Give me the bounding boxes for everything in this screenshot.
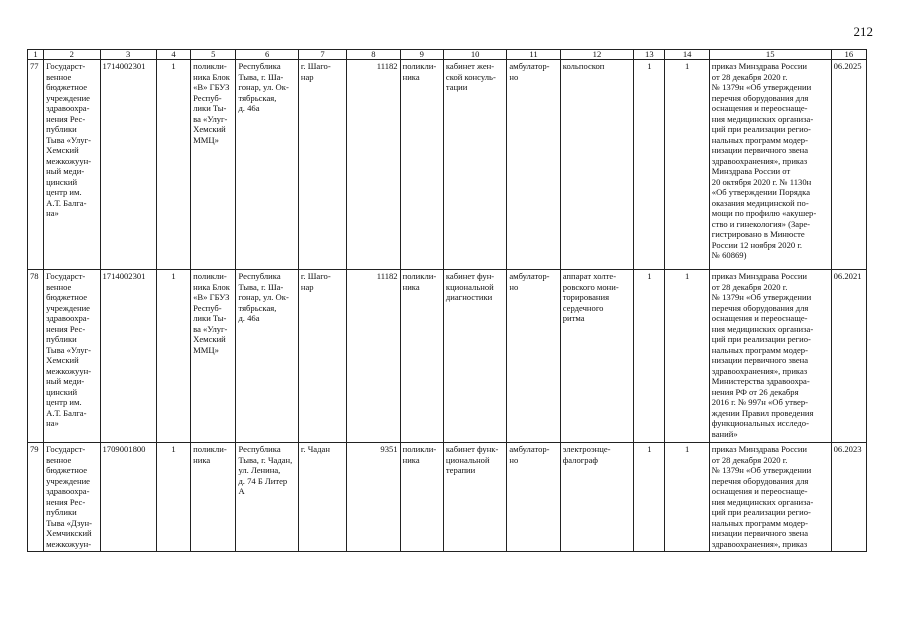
cell-col14: 1: [665, 60, 709, 270]
cell-col14: 1: [665, 443, 709, 552]
page-number: 212: [853, 24, 873, 39]
column-header: 1: [28, 50, 44, 60]
cell-col14: 1: [665, 270, 709, 443]
legal-basis: приказ Минздрава России от 28 декабря 2020 г. № 1379н «Об утверждении перечня оборудования для оснащения и переоснаще- ния медицинских организа- ций при реализации регио- нальных программ модер- низации первичного звена здравоохранения», приказ Министерства здравоохра- нения РФ от 26 декабря 2016 г. № 997н «Об утвер- ждении Правил проведения функциональных исследо- ваний»: [709, 270, 831, 443]
address: Республика Тыва, г. Ша- гонар, ул. Ок- тябрьская, д. 46а: [236, 60, 298, 270]
room-name: кабинет фун- кциональной диагностики: [443, 270, 506, 443]
cell-col8: 11182: [347, 60, 400, 270]
organization-code: 1709001800: [100, 443, 156, 552]
room-name: кабинет функ- циональной терапии: [443, 443, 506, 552]
unit-name: поликли- ника Блок «В» ГБУЗ Респуб- лики Ты- ва «Улуг- Хемский ММЦ»: [191, 270, 236, 443]
column-header: 14: [665, 50, 709, 60]
city: г. Шаго- нар: [298, 270, 346, 443]
organization-name: Государст- венное бюджетное учреждение здравоохра- нения Рес- публики Тыва «Улуг- Хемский межкожуун- ный меди- цинский центр им. А.Т. Балга- на»: [44, 270, 100, 443]
row-number: 77: [28, 60, 44, 270]
organization-code: 1714002301: [100, 270, 156, 443]
column-header: 16: [831, 50, 866, 60]
address: Республика Тыва, г. Чадан, ул. Ленина, д. 74 Б Литер А: [236, 443, 298, 552]
column-header: 4: [156, 50, 190, 60]
cell-col4: 1: [156, 60, 190, 270]
cell-col8: 9351: [347, 443, 400, 552]
column-header: 12: [560, 50, 634, 60]
care-type: амбулатор- но: [507, 270, 560, 443]
column-header: 3: [100, 50, 156, 60]
column-header: 6: [236, 50, 298, 60]
date: 06.2021: [831, 270, 866, 443]
table-row: [28, 60, 867, 270]
unit-name: поликли- ника: [191, 443, 236, 552]
cell-col8: 11182: [347, 270, 400, 443]
city: г. Шаго- нар: [298, 60, 346, 270]
column-header: 9: [400, 50, 443, 60]
column-header: 5: [191, 50, 236, 60]
column-header: 2: [44, 50, 100, 60]
organization-name: Государст- венное бюджетное учреждение здравоохра- нения Рес- публики Тыва «Улуг- Хемский межкожуун- ный меди- цинский центр им. А.Т. Балга- на»: [44, 60, 100, 270]
equipment-name: кольпоскоп: [560, 60, 634, 270]
organization-code: 1714002301: [100, 60, 156, 270]
column-header: 15: [709, 50, 831, 60]
room-name: кабинет жен- ской консуль- тации: [443, 60, 506, 270]
department: поликли- ника: [400, 270, 443, 443]
equipment-name: аппарат холте- ровского мони- торирования сердечного ритма: [560, 270, 634, 443]
table-row: [28, 270, 867, 443]
care-type: амбулатор- но: [507, 443, 560, 552]
row-number: 79: [28, 443, 44, 552]
date: 06.2023: [831, 443, 866, 552]
row-number: 78: [28, 270, 44, 443]
column-header: 13: [634, 50, 665, 60]
equipment-table: [27, 49, 867, 552]
header-row: [28, 50, 867, 60]
cell-col13: 1: [634, 443, 665, 552]
department: поликли- ника: [400, 60, 443, 270]
cell-col13: 1: [634, 270, 665, 443]
department: поликли- ника: [400, 443, 443, 552]
cell-col13: 1: [634, 60, 665, 270]
column-header: 7: [298, 50, 346, 60]
unit-name: поликли- ника Блок «В» ГБУЗ Респуб- лики Ты- ва «Улуг- Хемский ММЦ»: [191, 60, 236, 270]
organization-name: Государст- венное бюджетное учреждение здравоохра- нения Рес- публики Тыва «Дзун- Хемчикский межкожуун-: [44, 443, 100, 552]
column-header: 8: [347, 50, 400, 60]
table-row: [28, 443, 867, 552]
cell-col4: 1: [156, 443, 190, 552]
column-header: 11: [507, 50, 560, 60]
cell-col4: 1: [156, 270, 190, 443]
city: г. Чадан: [298, 443, 346, 552]
equipment-name: электроэнце- фалограф: [560, 443, 634, 552]
column-header: 10: [443, 50, 506, 60]
care-type: амбулатор- но: [507, 60, 560, 270]
legal-basis: приказ Минздрава России от 28 декабря 2020 г. № 1379н «Об утверждении перечня оборудования для оснащения и переоснаще- ния медицинских организа- ций при реализации регио- нальных программ модер- низации первичного звена здравоохранения», приказ: [709, 443, 831, 552]
legal-basis: приказ Минздрава России от 28 декабря 2020 г. № 1379н «Об утверждении перечня оборудования для оснащения и переоснаще- ния медицинских организа- ций при реализации регио- нальных программ модер- низации первичного звена здравоохранения», приказ Минздрава России от 20 октября 2020 г. № 1130н «Об утверждении Порядка оказания медицинской по- мощи по профилю «акушер- ство и гинекология» (Заре- гистрировано в Минюсте России 12 ноября 2020 г. № 60869): [709, 60, 831, 270]
address: Республика Тыва, г. Ша- гонар, ул. Ок- тябрьская, д. 46а: [236, 270, 298, 443]
date: 06.2025: [831, 60, 866, 270]
